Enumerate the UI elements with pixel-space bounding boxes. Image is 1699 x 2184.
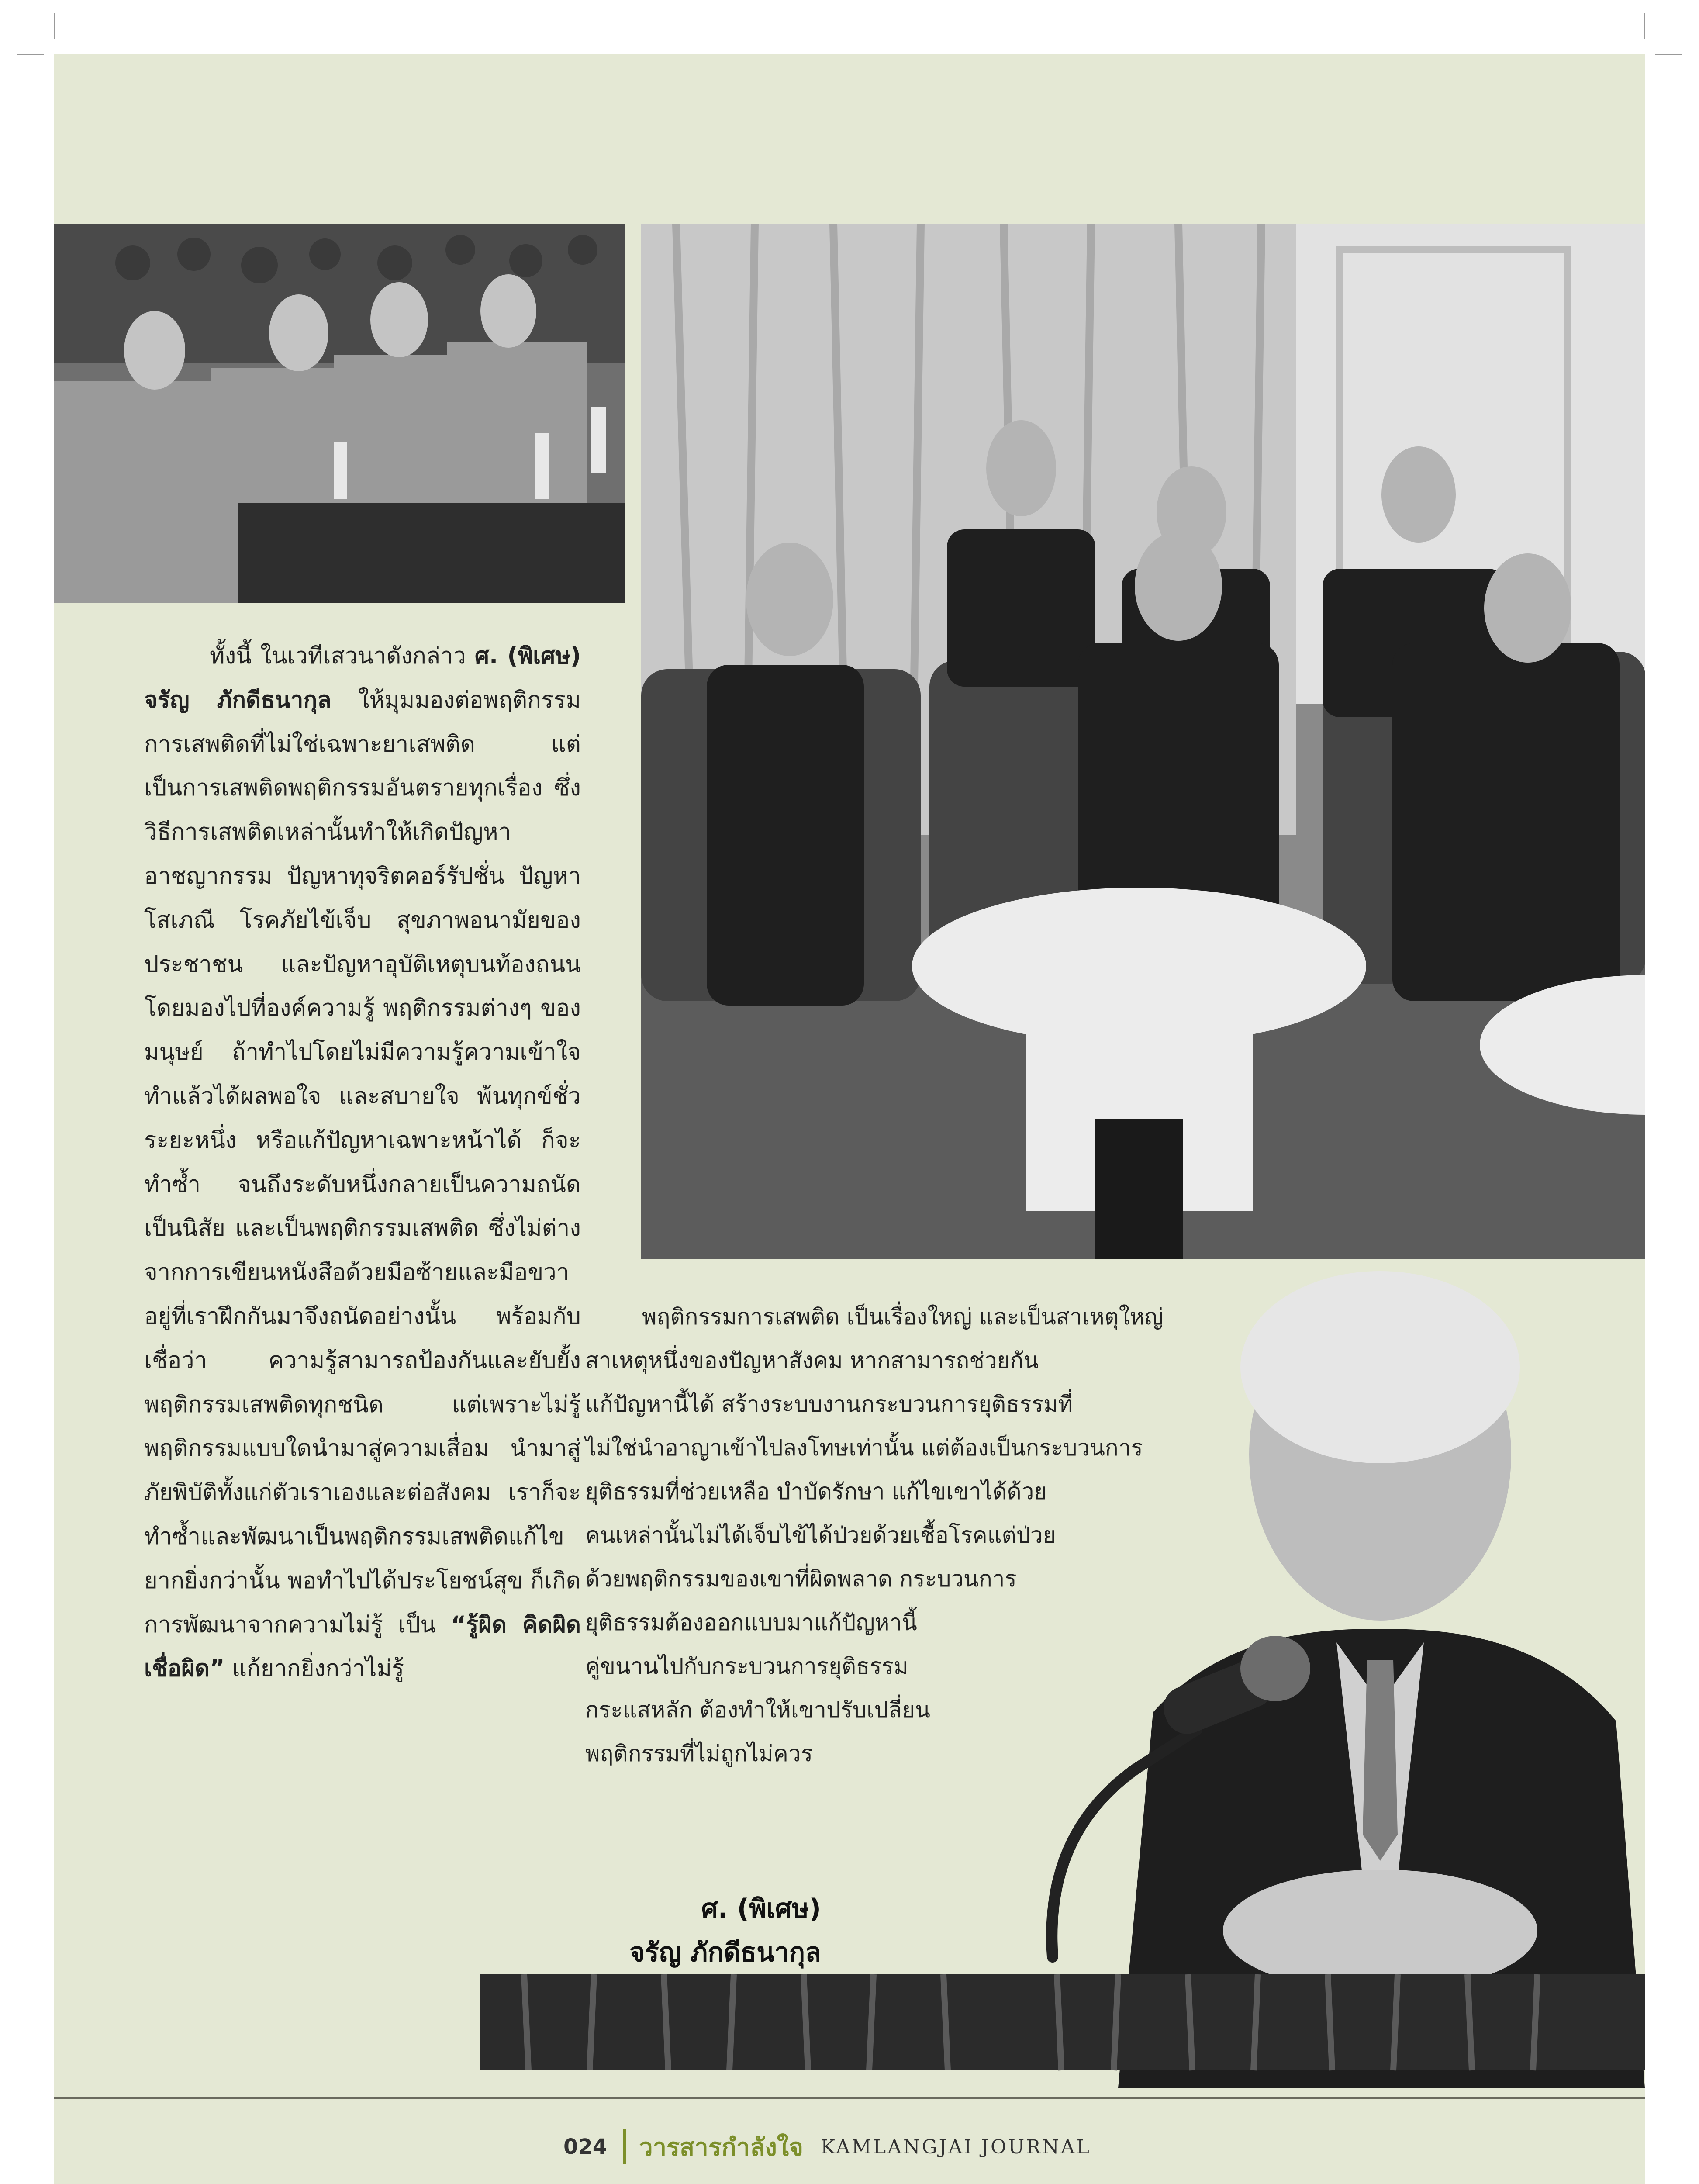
article-line: คนเหล่านั้นไม่ได้เจ็บไข้ได้ป่วยด้วยเชื้อโรคแต่ป่วย [585,1523,1056,1548]
footer-rule [54,2097,1645,2099]
article-line: ด้วยพฤติกรรมของเขาที่ผิดพลาด กระบวนการ [585,1566,1017,1592]
panel-guests-seated-photo [641,224,1645,1259]
crop-mark [17,54,44,55]
article-line: กระแสหลัก ต้องทำให้เขาปรับเปลี่ยน [585,1697,930,1723]
photo-caption [594,1887,821,1974]
article-body: ให้มุมมองต่อพฤติกรรมการเสพติดที่ไม่ใช่เฉพาะยาเสพติด แต่เป็นการเสพติดพฤติกรรมอันตรายทุกเรื่อง ซึ่งวิธีการเสพติดเหล่านั้นทำให้เกิดปัญหาอาชญากรรม ปัญหาทุจริตคอร์รัปชั่น ปัญหาโสเภณี โรคภัยไข้เจ็บ สุขภาพอนามัยของประชาชน และปัญหาอุบัติเหตุบนท้องถนน โดยมองไปที่องค์ความรู้ พฤติกรรมต่างๆ ของมนุษย์ ถ้าทำไปโดยไม่มีความรู้ความเข้าใจ ทำแล้วได้ผลพอใจ และสบายใจ พ้นทุกข์ชั่วระยะหนึ่ง หรือแก้ปัญหาเฉพาะหน้าได้ ก็จะทำซ้ำ จนถึงระดับหนึ่งกลายเป็นความถนัด เป็นนิสัย และเป็นพฤติกรรมเสพติด ซึ่งไม่ต่างจากการเขียนหนังสือด้วยมือซ้ายและมือขวา อยู่ที่เราฝึกกันมาจึงถนัดอย่างนั้น พร้อมกับเชื่อว่า ความรู้สามารถป้องกันและยับยั้งพฤติกรรมเสพติดทุกชนิด แต่เพราะไม่รู้พฤติกรรมแบบใดนำมาสู่ความเสื่อม นำมาสู่ภัยพิบัติทั้งแก่ตัวเราเองและต่อสังคม เราก็จะทำซ้ำและพัฒนาเป็นพฤติกรรมเสพติดแก้ไขยากยิ่งกว่านั้น พอทำไปได้ประโยชน์สุข ก็เกิดการพัฒนาจากความไม่รู้ เป็น [144,686,581,1638]
crop-mark [54,13,55,39]
article-line: ยุติธรรมที่ช่วยเหลือ บำบัดรักษา แก้ไขเขาได้ด้วย [585,1479,1047,1505]
crop-mark [1655,54,1682,55]
page-footer [563,2127,1091,2167]
article-column-left [144,634,581,1691]
article-line: ยุติธรรมต้องออกแบบมาแก้ปัญหานี้ [585,1610,917,1636]
article-quote: “รู้ผิด คิดผิด เชื่อผิด” [144,1611,581,1682]
journal-name-thai: วารสารกำลังใจ [639,2133,804,2162]
caption-title: ศ. (พิเศษ) [701,1894,821,1924]
caption-name: จรัญ ภักดีธนากุล [629,1937,821,1968]
police-officers-seminar-photo [54,224,625,603]
footer-divider [623,2129,626,2164]
article-line: พฤติกรรมการเสพติด เป็นเรื่องใหญ่ และเป็นสาเหตุใหญ่ [642,1304,1164,1330]
article-line: แก้ปัญหานี้ได้ สร้างระบบงานกระบวนการยุติธรรมที่ [585,1392,1073,1417]
article-line: สาเหตุหนึ่งของปัญหาสังคม หากสามารถช่วยกัน [585,1348,1039,1374]
journal-name-english: KAMLANGJAI JOURNAL [821,2136,1091,2158]
article-column-right [585,1296,1197,1776]
article-line: ไม่ใช่นำอาญาเข้าไปลงโทษเท่านั้น แต่ต้องเป็นกระบวนการ [585,1435,1143,1461]
speaker-table-edge [480,1974,1005,2070]
article-ending: แก้ยากยิ่งกว่าไม่รู้ [232,1655,404,1682]
crop-mark [1644,13,1645,39]
speaker-name: ศ. (พิเศษ) จรัญ ภักดีธนากุล [144,643,581,713]
article-line: พฤติกรรมที่ไม่ถูกไม่ควร [585,1741,813,1767]
article-line: คู่ขนานไปกับกระบวนการยุติธรรม [585,1654,908,1679]
article-intro: ทั้งนี้ ในเวทีเสวนาดังกล่าว [210,643,466,669]
page-number: 024 [563,2135,608,2159]
